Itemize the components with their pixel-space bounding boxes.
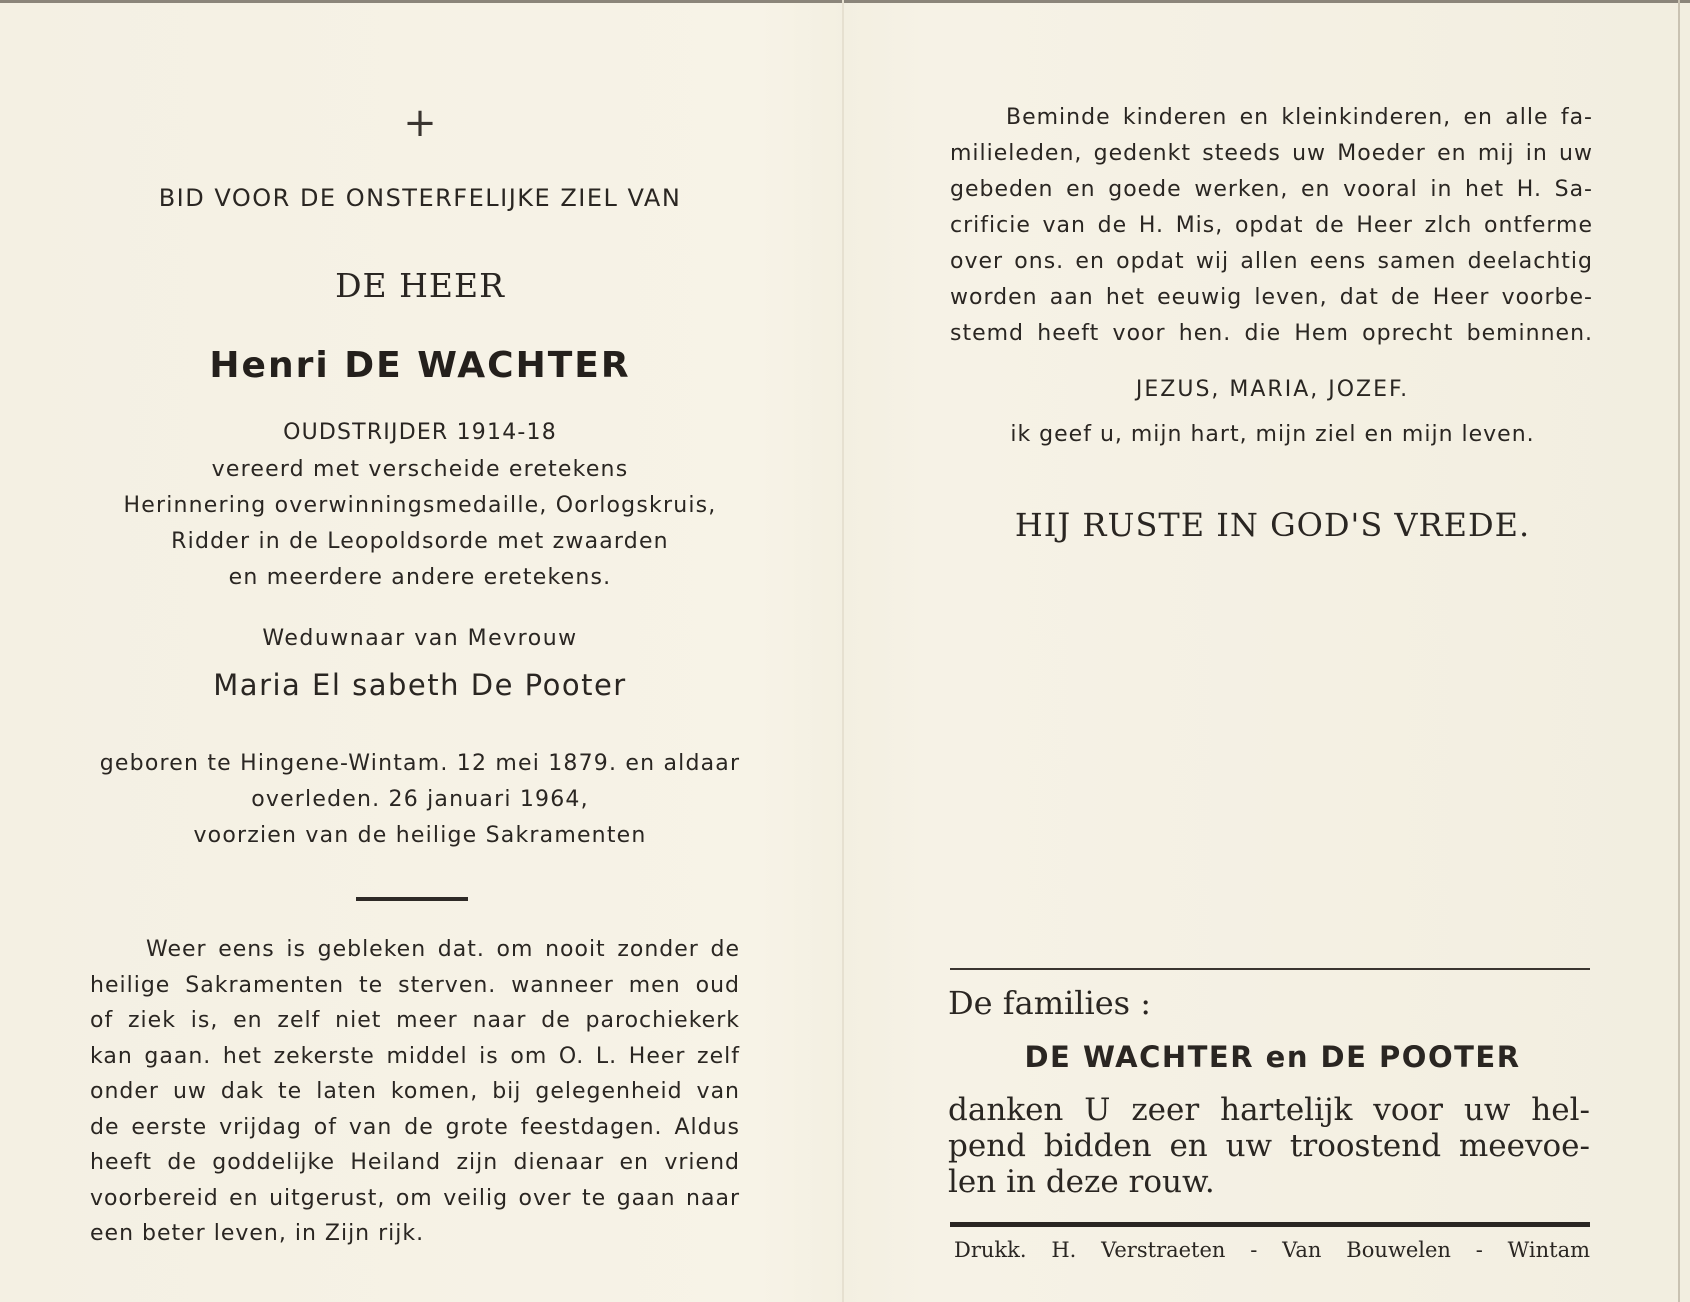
widower-label: Weduwnaar van Mevrouw <box>262 626 578 651</box>
right-page <box>950 0 1595 1302</box>
thanks-paragraph <box>948 1092 1590 1200</box>
paragraph-line: Weer eens is gebleken dat. om nooit zonder de <box>146 937 740 962</box>
paragraph-line: crificie van de H. Mis, opdat de Heer zlch ontferme <box>950 213 1593 238</box>
invocation: JEZUS, MARIA, JOZEF. <box>1135 377 1410 402</box>
family-names: DE WACHTER en DE POOTER <box>1024 1040 1521 1074</box>
paragraph-line: onder uw dak te laten komen, bij gelegenheid van <box>90 1079 740 1104</box>
paragraph-line: milieleden, gedenkt steeds uw Moeder en mij in uw <box>950 141 1593 166</box>
printer-credit: Drukk. H. Verstraeten - Van Bouwelen - Wintam <box>954 1238 1590 1262</box>
honor-line: Ridder in de Leopoldsorde met zwaarden <box>171 529 669 554</box>
right-edge <box>1678 0 1680 1302</box>
paragraph-line: stemd heeft voor hen. die Hem oprecht beminnen. <box>950 321 1593 346</box>
paragraph-line: worden aan het eeuwig leven, dat de Heer voorbe- <box>950 285 1593 310</box>
thanks-line: danken U zeer hartelijk voor uw hel- <box>948 1092 1590 1128</box>
left-paragraph <box>90 932 740 1252</box>
right-paragraph <box>950 100 1593 352</box>
left-page <box>90 0 750 1302</box>
paragraph-line: over ons. en opdat wij allen eens samen deelachtig <box>950 249 1593 274</box>
honor-line: Herinnering overwinningsmedaille, Oorlogskruis, <box>123 493 717 518</box>
divider <box>950 968 1590 970</box>
center-fold <box>842 0 844 1302</box>
thanks-line: len in deze rouw. <box>948 1164 1215 1200</box>
wife-name: Maria El sabeth De Pooter <box>213 668 627 702</box>
life-line: geboren te Hingene-Wintam. 12 mei 1879. en aldaar <box>99 751 741 776</box>
divider <box>950 1222 1590 1227</box>
paragraph-line: of ziek is, en zelf niet meer naar de parochiekerk <box>90 1008 740 1033</box>
paragraph-line: gebeden en goede werken, en vooral in het H. Sa- <box>950 177 1593 202</box>
paragraph-line: kan gaan. het zekerste middel is om O. L. Heer zelf <box>90 1043 740 1069</box>
life-line: overleden. 26 januari 1964, <box>251 787 589 812</box>
divider <box>356 897 468 901</box>
paragraph-line: heeft de goddelijke Heiland zijn dienaar en vriend <box>90 1150 740 1175</box>
paragraph-line: heilige Sakramenten te sterven. wanneer men oud <box>90 972 740 998</box>
prayer-line: ik geef u, mijn hart, mijn ziel en mijn leven. <box>1010 422 1535 447</box>
families-label: De families : <box>948 984 1152 1022</box>
life-line: voorzien van de heilige Sakramenten <box>193 823 647 848</box>
paragraph-line: de eerste vrijdag of van de grote feestdagen. Aldus <box>90 1114 740 1140</box>
honor-line: en meerdere andere eretekens. <box>228 565 612 590</box>
paragraph-line: Beminde kinderen en kleinkinderen, en alle fa- <box>1006 105 1593 130</box>
deceased-name: Henri DE WACHTER <box>209 345 631 386</box>
paragraph-line: voorbereid en uitgerust, om veilig over te gaan naar <box>90 1185 740 1211</box>
thanks-line: pend bidden en uw troostend meevoe- <box>948 1128 1590 1164</box>
rest-in-peace: HIJ RUSTE IN GOD'S VREDE. <box>1014 506 1531 544</box>
honor-line: vereerd met verscheide eretekens <box>211 457 629 482</box>
honor-line: OUDSTRIJDER 1914-18 <box>283 420 557 445</box>
cross-icon: + <box>403 100 437 146</box>
prayer-heading: BID VOOR DE ONSTERFELIJKE ZIEL VAN <box>158 184 682 212</box>
title: DE HEER <box>335 266 505 305</box>
paragraph-line: een beter leven, in Zijn rijk. <box>90 1221 425 1246</box>
